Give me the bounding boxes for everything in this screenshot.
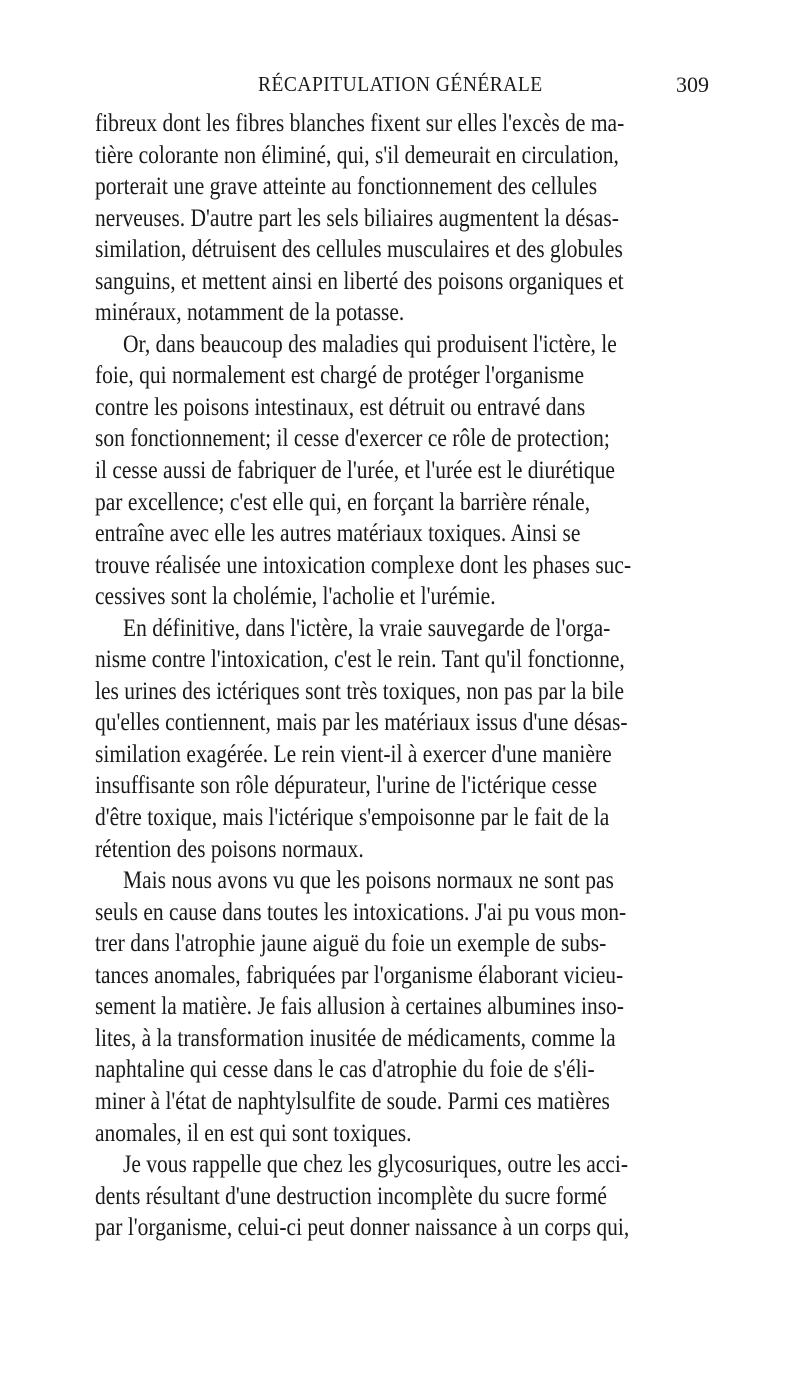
text-line: Mais nous avons vu que les poisons normaux ne sont pas	[123, 867, 614, 895]
running-title: RÉCAPITULATION GÉNÉRALE	[258, 72, 543, 96]
text-line: miner à l'état de naphtylsulfite de soude. Parmi ces matières	[95, 1087, 610, 1115]
text-line: En définitive, dans l'ictère, la vraie sauvegarde de l'orga-	[123, 614, 611, 642]
text-line: naphtaline qui cesse dans le cas d'atrophie du foie de s'éli-	[95, 1056, 595, 1084]
text-line: porterait une grave atteinte au fonctionnement des cellules	[95, 173, 598, 201]
text-line: anomales, il en est qui sont toxiques.	[95, 1119, 412, 1147]
text-line: minéraux, notamment de la potasse.	[95, 299, 405, 327]
text-line: qu'elles contiennent, mais par les matériaux issus d'une désas-	[95, 709, 628, 737]
text-line: nerveuses. D'autre part les sels biliaires augmentent la désas-	[95, 204, 619, 232]
text-line: contre les poisons intestinaux, est détruit ou entravé dans	[95, 393, 586, 421]
body-text	[95, 108, 787, 1244]
text-line: tière colorante non éliminé, qui, s'il demeurait en circulation,	[95, 141, 619, 169]
page-number: 309	[676, 72, 709, 97]
text-line: nisme contre l'intoxication, c'est le rein. Tant qu'il fonctionne,	[95, 646, 625, 674]
text-line: son fonctionnement; il cesse d'exercer ce rôle de protection;	[95, 425, 610, 453]
text-line: Or, dans beaucoup des maladies qui produisent l'ictère, le	[123, 330, 617, 358]
text-line: les urines des ictériques sont très toxiques, non pas par la bile	[95, 677, 625, 705]
text-line: d'être toxique, mais l'ictérique s'empoisonne par le fait de la	[95, 804, 610, 832]
text-line: par excellence; c'est elle qui, en forçant la barrière rénale,	[95, 488, 591, 516]
text-line: similation exagérée. Le rein vient-il à exercer d'une manière	[95, 740, 612, 768]
text-line: similation, détruisent des cellules musculaires et des globules	[95, 236, 623, 264]
text-line: par l'organisme, celui-ci peut donner naissance à un corps qui,	[95, 1214, 630, 1242]
text-line: foie, qui normalement est chargé de protéger l'organisme	[95, 362, 585, 390]
text-line: cessives sont la cholémie, l'acholie et l'urémie.	[95, 583, 496, 611]
text-line: sanguins, et mettent ainsi en liberté des poisons organiques et	[95, 267, 624, 295]
text-line: entraîne avec elle les autres matériaux toxiques. Ainsi se	[95, 520, 581, 548]
text-line: trouve réalisée une intoxication complexe dont les phases suc-	[95, 551, 632, 579]
text-line: tances anomales, fabriquées par l'organisme élaborant vicieu-	[95, 961, 624, 989]
text-line: lites, à la transformation inusitée de médicaments, comme la	[95, 1024, 616, 1052]
page-header	[258, 72, 709, 102]
text-line: seuls en cause dans toutes les intoxications. J'ai pu vous mon-	[95, 898, 627, 926]
text-line: il cesse aussi de fabriquer de l'urée, et l'urée est le diurétique	[95, 457, 615, 485]
text-line: Je vous rappelle que chez les glycosuriques, outre les acci-	[123, 1151, 629, 1179]
text-line: sement la matière. Je fais allusion à certaines albumines inso-	[95, 993, 624, 1021]
text-line: insuffisante son rôle dépurateur, l'urine de l'ictérique cesse	[95, 772, 598, 800]
text-line: fibreux dont les fibres blanches fixent sur elles l'excès de ma-	[95, 110, 625, 137]
text-line: dents résultant d'une destruction incomplète du sucre formé	[95, 1182, 607, 1210]
text-line: trer dans l'atrophie jaune aiguë du foie un exemple de subs-	[95, 930, 607, 958]
text-line: rétention des poisons normaux.	[95, 835, 364, 863]
